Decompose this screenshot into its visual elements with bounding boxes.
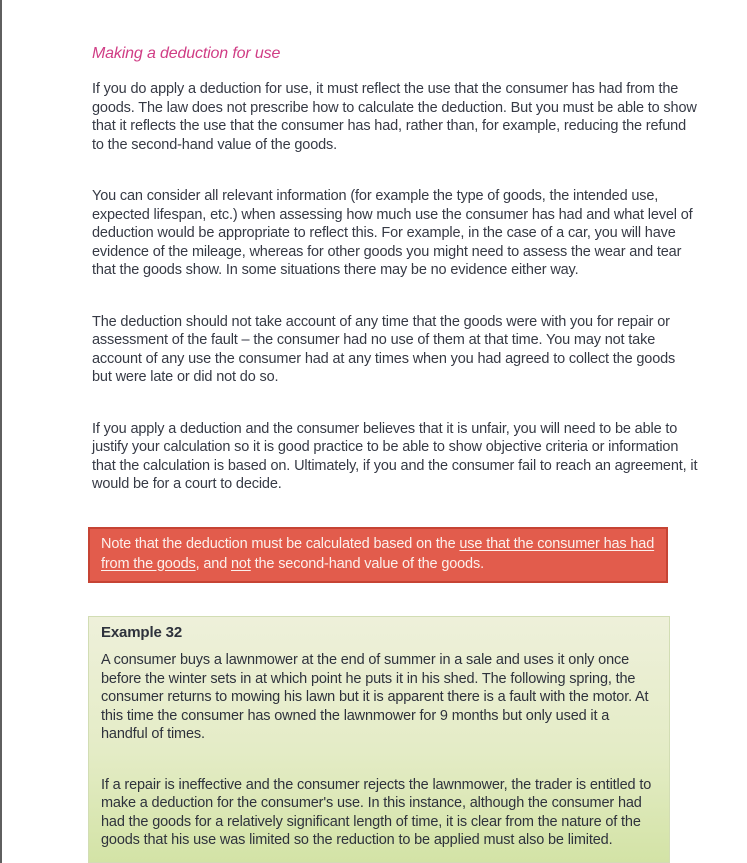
note-segment-plain: Note that the deduction must be calculated based on the bbox=[101, 535, 460, 552]
paragraph-repair-time-exclusion: The deduction should not take account of any time that the goods were with you for repair or assessment of the fault – the consumer had no use of them at that time. You may not take account of any use the consumer had at any times when you had agreed to collect the goods but were late or did not do so. bbox=[92, 313, 676, 385]
paragraph-relevant-information: You can consider all relevant information (for example the type of goods, the intended use, expected lifespan, etc.) when assessing how much use the consumer has had and what level of deduction would be appropriate to reflect this. For example, in the case of a car, you will have evidence of the mileage, whereas for other goods you might need to assess the wear and tear that the goods show. In some situations there may be no evidence either way. bbox=[92, 188, 693, 278]
paragraph-deduction-reflect-use: If you do apply a deduction for use, it must reflect the use that the consumer has had from the goods. The law does not prescribe how to calculate the deduction. But you must be able to show that it reflects the use that the consumer has had, rather than, for example, reducing the refund to the second-hand value of the goods. bbox=[92, 81, 697, 153]
example-paragraph-conclusion: If a repair is ineffective and the consumer rejects the lawnmower, the trader is entitled to make a deduction for the consumer's use. In this instance, although the consumer had had the goods for a relatively significant length of time, it is clear from the nature of the goods that his use was limited so the reduction to be applied must also be limited. bbox=[101, 776, 652, 848]
example-paragraph-scenario: A consumer buys a lawnmower at the end of summer in a sale and uses it only once before the winter sets in at which point he puts it in his shed. The following spring, the consumer returns to mowing his lawn but it is apparent there is a fault with the motor. At this time the consumer has owned the lawnmower for 9 months but only used it a handful of times. bbox=[101, 652, 649, 742]
document-page bbox=[92, 44, 698, 863]
note-segment-underlined-use: use that the consumer has had from the goods bbox=[101, 535, 655, 572]
paragraph-justify-calculation: If you apply a deduction and the consumer believes that it is unfair, you will need to be able to justify your calculation so it is good practice to be able to show objective criteria or information that the calculation is based on. Ultimately, if you and the consumer fail to reach an agreement, it would be for a court to decide. bbox=[92, 420, 698, 492]
example-box bbox=[88, 616, 670, 863]
section-heading: Making a deduction for use bbox=[92, 45, 281, 62]
note-segment-plain: the second-hand value of the goods. bbox=[250, 555, 484, 572]
note-segment-plain: , and bbox=[195, 555, 232, 572]
scan-edge-line bbox=[0, 0, 2, 863]
note-segment-underlined-not: not bbox=[231, 555, 251, 572]
example-title: Example 32 bbox=[101, 623, 183, 641]
note-highlight-box bbox=[88, 527, 668, 583]
